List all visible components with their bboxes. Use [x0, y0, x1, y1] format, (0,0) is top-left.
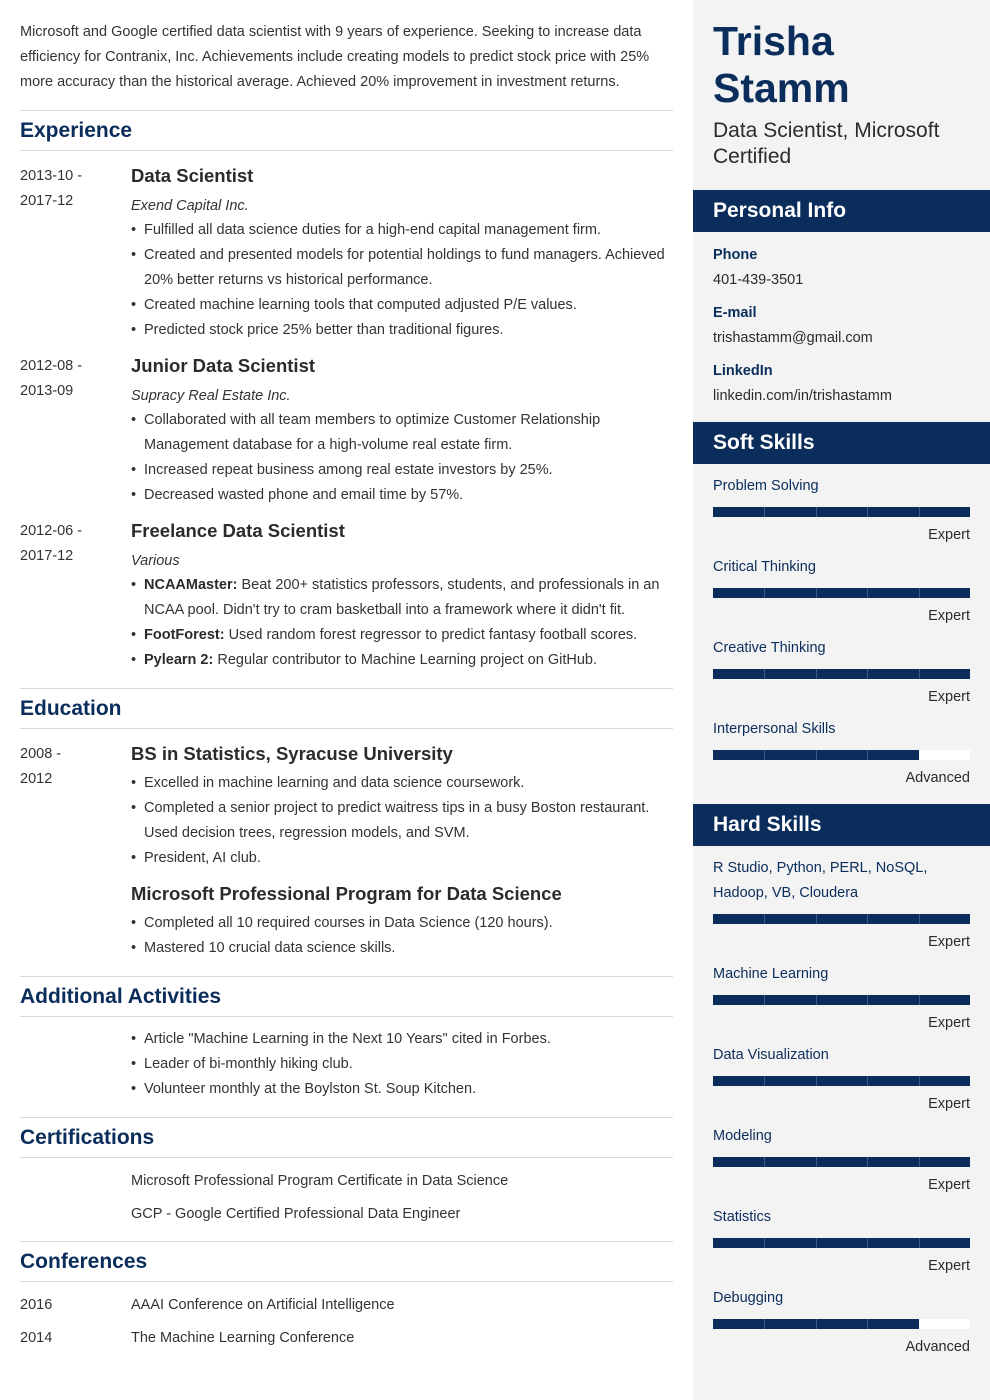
skill-bar — [713, 507, 970, 517]
skill-name: Statistics — [713, 1209, 772, 1225]
skill-level: Advanced — [905, 1339, 970, 1355]
divider — [20, 1157, 673, 1158]
conference-year: 2016 — [20, 1297, 53, 1313]
section-title-experience: Experience — [20, 119, 133, 142]
job-date — [20, 164, 120, 214]
skill-bar-segment — [764, 914, 765, 924]
section-title-soft-skills: Soft Skills — [693, 422, 990, 464]
divider — [20, 728, 673, 729]
conference-name: The Machine Learning Conference — [131, 1330, 355, 1346]
job-company: Exend Capital Inc. — [131, 198, 249, 214]
first-name: Trisha — [713, 18, 834, 64]
skill-bar-fill — [713, 1157, 970, 1167]
project-description: Used random forest regressor to predict fantasy football scores. — [224, 627, 638, 643]
summary: Microsoft and Google certified data scientist with 9 years of experience. Seeking to increase data efficiency for Contranix, Inc. Achievements include creating models to predict stock price with 25% more accuracy than the historical average. Achieved 20% improvement in investment returns. — [20, 24, 650, 90]
skill-name: Problem Solving — [713, 478, 819, 494]
conference-year: 2014 — [20, 1330, 53, 1346]
skill-bar-segment — [919, 588, 920, 598]
job-company: Various — [131, 553, 180, 569]
skill-bar-segment — [919, 914, 920, 924]
sidebar — [693, 0, 990, 1400]
skill-level: Expert — [928, 527, 970, 543]
job-date — [20, 519, 120, 569]
skill-bar-segment — [919, 1157, 920, 1167]
skill-bar-segment — [867, 750, 868, 760]
skill-bar — [713, 750, 970, 760]
skill-bar-segment — [764, 669, 765, 679]
skill-bar-segment — [816, 1319, 817, 1329]
skill-bar-segment — [764, 750, 765, 760]
skill-bar — [713, 669, 970, 679]
skill-bar-segment — [816, 995, 817, 1005]
job-date-end: 2013-09 — [20, 383, 74, 399]
edu-bullets — [131, 771, 676, 871]
skill-level: Expert — [928, 934, 970, 950]
skill-name: Interpersonal Skills — [713, 721, 836, 737]
skill-level: Expert — [928, 1258, 970, 1274]
skill-bar — [713, 1157, 970, 1167]
job-title: Data Scientist — [131, 165, 254, 186]
section-title-certifications: Certifications — [20, 1126, 155, 1149]
skill-bar-segment — [867, 1238, 868, 1248]
candidate-title: Data Scientist, Microsoft Certified — [713, 119, 940, 168]
conference-name: AAAI Conference on Artificial Intelligence — [131, 1297, 395, 1313]
section-title-hard-skills: Hard Skills — [693, 804, 990, 846]
skill-bar-segment — [816, 669, 817, 679]
divider — [20, 110, 673, 111]
project-name: NCAAMaster: — [144, 577, 238, 593]
skill-bar-fill — [713, 995, 970, 1005]
skill-bar-segment — [867, 995, 868, 1005]
list-item: • Increased repeat business among real estate investors by 25%. — [131, 458, 676, 483]
job-bullets — [131, 573, 676, 673]
skill-bar-segment — [919, 507, 920, 517]
project-description: Beat 200+ statistics professors, students, and professionals in an NCAA pool. Didn't try to cram basketball into a framework where it didn't fit. — [144, 577, 660, 618]
skill-level: Expert — [928, 1015, 970, 1031]
edu-date — [20, 742, 120, 792]
divider — [20, 1016, 673, 1017]
list-item: • Excelled in machine learning and data science coursework. — [131, 771, 676, 796]
skill-bar-segment — [764, 995, 765, 1005]
skill-bar — [713, 995, 970, 1005]
certification-item: Microsoft Professional Program Certificate in Data Science — [131, 1173, 509, 1189]
skill-bar-fill — [713, 914, 970, 924]
skill-bar — [713, 914, 970, 924]
skill-name: Machine Learning — [713, 966, 829, 982]
job-date-start: 2013-10 - — [20, 168, 83, 184]
skill-name: Creative Thinking — [713, 640, 826, 656]
list-item: • Fulfilled all data science duties for a high-end capital management firm. — [131, 218, 676, 243]
skill-bar-fill — [713, 588, 970, 598]
job-date-start: 2012-08 - — [20, 358, 83, 374]
skill-bar-segment — [816, 1157, 817, 1167]
list-item: • Collaborated with all team members to optimize Customer Relationship Management database for a high-volume real estate firm. — [131, 408, 676, 458]
list-item: • Article "Machine Learning in the Next 10 Years" cited in Forbes. — [131, 1027, 676, 1052]
job-date-end: 2017-12 — [20, 548, 74, 564]
skill-bar-fill — [713, 1238, 970, 1248]
list-item: • Mastered 10 crucial data science skills. — [131, 936, 676, 961]
list-item — [131, 648, 676, 673]
skill-level: Expert — [928, 689, 970, 705]
phone-label: Phone — [713, 247, 758, 263]
last-name: Stamm — [713, 65, 850, 111]
skill-bar-segment — [764, 1076, 765, 1086]
skill-level: Expert — [928, 1177, 970, 1193]
list-item: • Completed a senior project to predict waitress tips in a busy Boston restaurant. Used decision trees, regression models, and SVM. — [131, 796, 676, 846]
skill-bar — [713, 1319, 970, 1329]
skill-bar-segment — [919, 995, 920, 1005]
skill-bar-segment — [919, 669, 920, 679]
list-item: • Created machine learning tools that computed adjusted P/E values. — [131, 293, 676, 318]
skill-bar-segment — [919, 1238, 920, 1248]
list-item: • Leader of bi-monthly hiking club. — [131, 1052, 676, 1077]
divider — [20, 1117, 673, 1118]
linkedin-value: linkedin.com/in/trishastamm — [713, 388, 892, 404]
skill-bar-segment — [764, 588, 765, 598]
candidate-name — [713, 18, 850, 112]
skill-bar — [713, 1076, 970, 1086]
divider — [20, 1281, 673, 1282]
phone-value: 401-439-3501 — [713, 272, 804, 288]
edu-title: BS in Statistics, Syracuse University — [131, 743, 453, 764]
skill-bar-segment — [816, 914, 817, 924]
edu-bullets — [131, 911, 676, 961]
project-name: Pylearn 2: — [144, 652, 214, 668]
email-value: trishastamm@gmail.com — [713, 330, 873, 346]
skill-level: Expert — [928, 1096, 970, 1112]
email-label: E-mail — [713, 305, 757, 321]
skill-bar-segment — [867, 507, 868, 517]
project-description: Regular contributor to Machine Learning project on GitHub. — [213, 652, 597, 668]
job-date-end: 2017-12 — [20, 193, 74, 209]
skill-name: Data Visualization — [713, 1047, 829, 1063]
section-title-conferences: Conferences — [20, 1250, 148, 1273]
skill-bar-segment — [919, 1076, 920, 1086]
list-item: • Created and presented models for potential holdings to fund managers. Achieved 20% better returns vs historical performance. — [131, 243, 676, 293]
skill-bar — [713, 1238, 970, 1248]
skill-name: Critical Thinking — [713, 559, 816, 575]
skill-bar-segment — [816, 1076, 817, 1086]
edu-date-start: 2008 - — [20, 746, 62, 762]
linkedin-label: LinkedIn — [713, 363, 773, 379]
job-bullets — [131, 408, 676, 508]
divider — [20, 150, 673, 151]
edu-date-end: 2012 — [20, 771, 53, 787]
job-date — [20, 354, 120, 404]
skill-bar-segment — [816, 507, 817, 517]
skill-bar-segment — [867, 1157, 868, 1167]
skill-bar-fill — [713, 669, 970, 679]
list-item: • Predicted stock price 25% better than traditional figures. — [131, 318, 676, 343]
skill-bar-fill — [713, 1076, 970, 1086]
skill-bar-segment — [764, 1157, 765, 1167]
section-title-activities: Additional Activities — [20, 985, 222, 1008]
job-company: Supracy Real Estate Inc. — [131, 388, 291, 404]
skill-bar-segment — [764, 507, 765, 517]
list-item — [131, 623, 676, 648]
project-name: FootForest: — [144, 627, 225, 643]
skill-bar — [713, 588, 970, 598]
skill-name: R Studio, Python, PERL, NoSQL, Hadoop, VB, Cloudera — [713, 860, 928, 901]
job-bullets — [131, 218, 676, 343]
skill-bar-segment — [867, 588, 868, 598]
section-title-education: Education — [20, 697, 122, 720]
job-date-start: 2012-06 - — [20, 523, 83, 539]
activities-bullets — [131, 1027, 676, 1102]
list-item: • Completed all 10 required courses in Data Science (120 hours). — [131, 911, 676, 936]
skill-bar-fill — [713, 507, 970, 517]
skill-bar-segment — [867, 1076, 868, 1086]
skill-name: Debugging — [713, 1290, 784, 1306]
list-item: • Decreased wasted phone and email time by 57%. — [131, 483, 676, 508]
skill-level: Advanced — [905, 770, 970, 786]
list-item — [131, 573, 676, 623]
skill-bar-segment — [816, 750, 817, 760]
job-title: Freelance Data Scientist — [131, 520, 345, 541]
skill-bar-segment — [867, 914, 868, 924]
skill-level: Expert — [928, 608, 970, 624]
section-title-personal-info: Personal Info — [693, 190, 990, 232]
skill-bar-segment — [816, 1238, 817, 1248]
divider — [20, 976, 673, 977]
certification-item: GCP - Google Certified Professional Data Engineer — [131, 1206, 461, 1222]
skill-name: Modeling — [713, 1128, 772, 1144]
skill-bar-segment — [816, 588, 817, 598]
divider — [20, 1241, 673, 1242]
skill-bar-segment — [867, 669, 868, 679]
skill-bar-segment — [764, 1319, 765, 1329]
skill-bar-segment — [764, 1238, 765, 1248]
list-item: • Volunteer monthly at the Boylston St. Soup Kitchen. — [131, 1077, 676, 1102]
divider — [20, 688, 673, 689]
job-title: Junior Data Scientist — [131, 355, 316, 376]
list-item: • President, AI club. — [131, 846, 676, 871]
skill-bar-segment — [867, 1319, 868, 1329]
edu-title: Microsoft Professional Program for Data Science — [131, 883, 562, 904]
